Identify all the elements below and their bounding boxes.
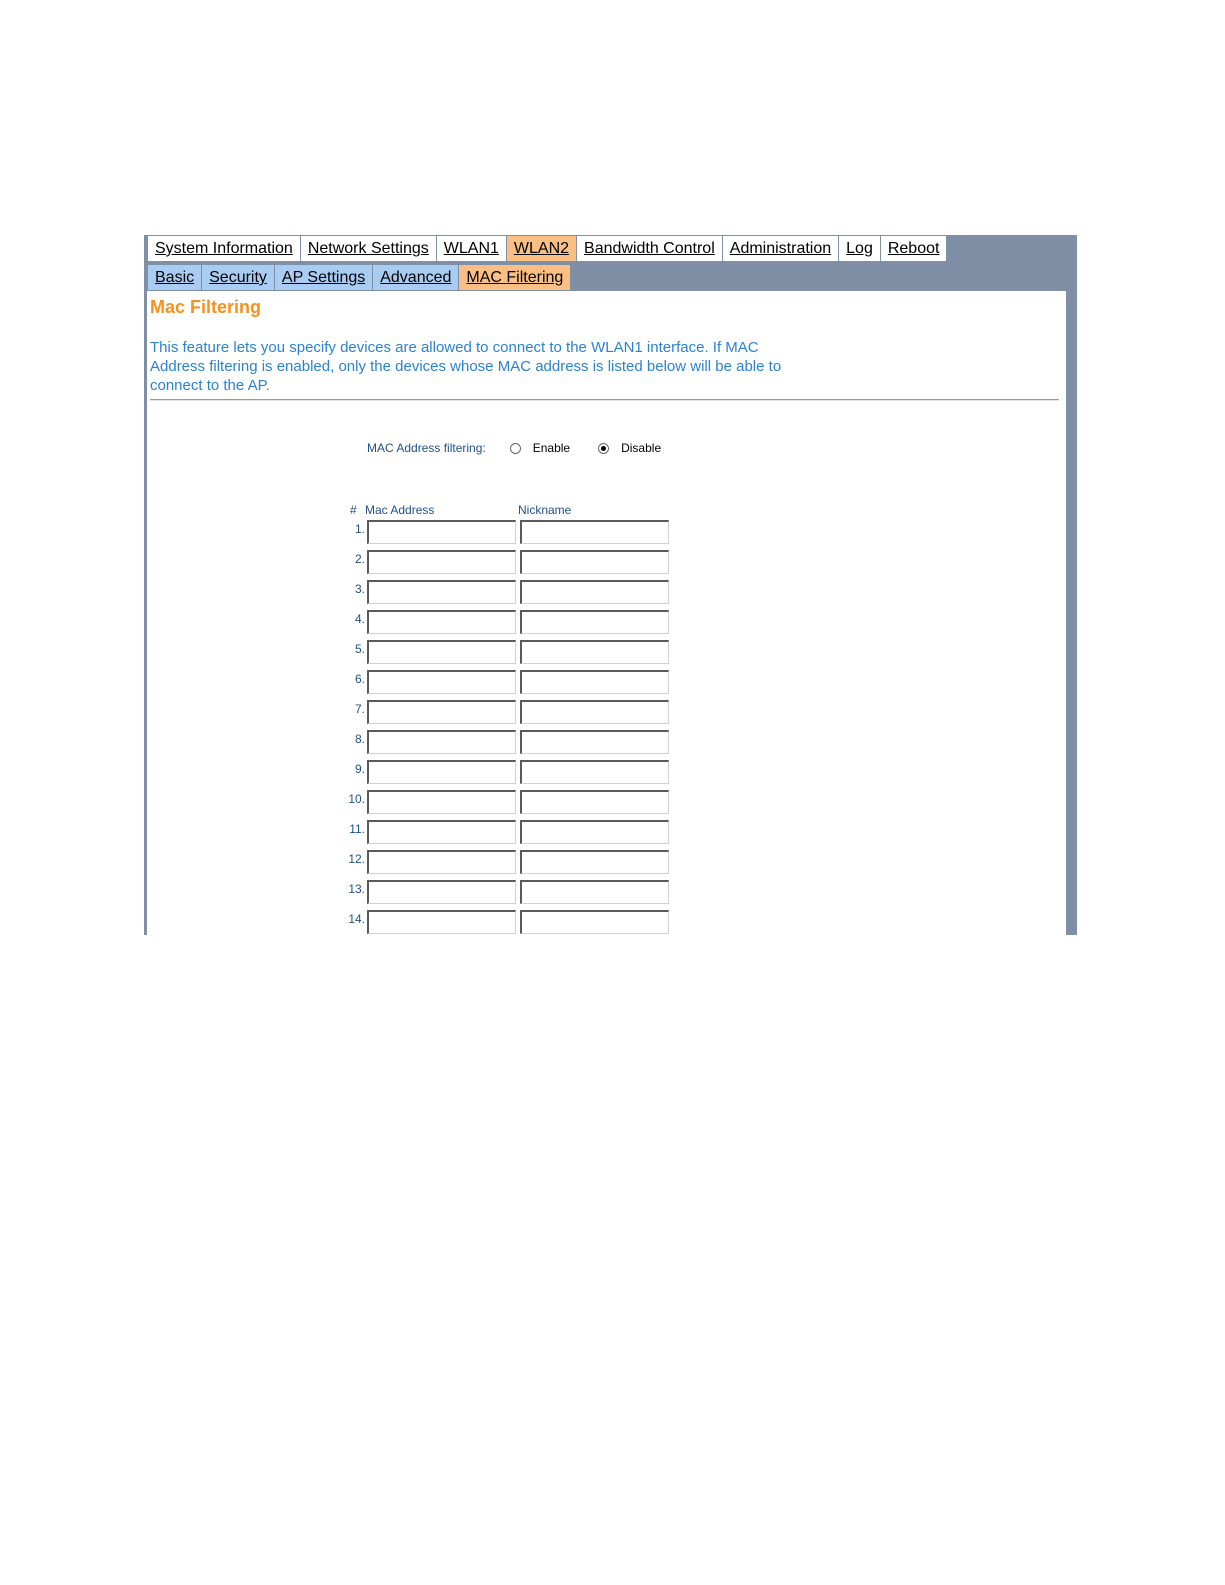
enable-option[interactable] [510,441,570,455]
mac-entry-row [341,790,681,820]
subtab-advanced[interactable]: Advanced [373,264,459,291]
tab-wlan2[interactable]: WLAN2 [507,235,577,262]
row-number: 12. [348,852,365,866]
nickname-input[interactable] [520,850,669,874]
row-number: 7. [354,702,365,716]
mac-entry-row [341,580,681,610]
header-nickname: Nickname [518,503,572,517]
divider [150,399,1059,401]
nickname-input[interactable] [520,820,669,844]
nickname-input[interactable] [520,880,669,904]
mac-address-input[interactable] [367,790,516,814]
mac-address-input[interactable] [367,520,516,544]
tab-administration[interactable]: Administration [723,235,839,262]
nickname-input[interactable] [520,760,669,784]
enable-label: Enable [532,441,571,455]
tab-system-information[interactable]: System Information [147,235,301,262]
row-number: 10. [348,792,365,806]
mac-address-input[interactable] [367,700,516,724]
sub-nav-tabs [147,264,571,291]
mac-address-input[interactable] [367,640,516,664]
page-title: Mac Filtering [150,297,262,317]
enable-radio[interactable] [510,443,521,454]
mac-filter-label: MAC Address filtering: [367,441,486,455]
nickname-input[interactable] [520,730,669,754]
header-mac-address: Mac Address [365,503,435,517]
mac-address-input[interactable] [367,670,516,694]
mac-address-input[interactable] [367,580,516,604]
tab-network-settings[interactable]: Network Settings [301,235,437,262]
mac-entry-row [341,730,681,760]
subtab-ap-settings[interactable]: AP Settings [275,264,373,291]
header-number: # [350,503,357,517]
nickname-input[interactable] [520,640,669,664]
mac-entry-row [341,640,681,670]
mac-address-input[interactable] [367,880,516,904]
row-number: 14. [348,912,365,926]
row-number: 6. [354,672,365,686]
router-admin-panel [144,235,1077,935]
mac-entry-row [341,910,681,935]
mac-address-input[interactable] [367,850,516,874]
nickname-input[interactable] [520,550,669,574]
mac-entry-row [341,760,681,790]
tab-wlan1[interactable]: WLAN1 [437,235,507,262]
mac-entry-row [341,550,681,580]
mac-filter-setting [367,441,689,455]
nickname-input[interactable] [520,700,669,724]
row-number: 13. [348,882,365,896]
subtab-mac-filtering[interactable]: MAC Filtering [459,264,571,291]
mac-entry-row [341,850,681,880]
row-number: 1. [354,522,365,536]
row-number: 8. [354,732,365,746]
mac-entry-row [341,610,681,640]
page-description: This feature lets you specify devices are allowed to connect to the WLAN1 interface. If MAC Address filtering is enabled, only the devices whose MAC address is listed below will be able to connect to the AP. [150,339,782,394]
mac-entry-row [341,880,681,910]
disable-label: Disable [621,441,662,455]
disable-radio[interactable] [598,443,609,454]
nickname-input[interactable] [520,910,669,934]
row-number: 4. [354,612,365,626]
mac-address-input[interactable] [367,730,516,754]
mac-entry-row [341,820,681,850]
tab-log[interactable]: Log [839,235,881,262]
disable-option[interactable] [598,441,661,455]
mac-entry-row [341,520,681,550]
tab-bandwidth-control[interactable]: Bandwidth Control [577,235,723,262]
mac-address-input[interactable] [367,550,516,574]
subtab-basic[interactable]: Basic [147,264,202,291]
main-nav-tabs [147,235,947,262]
nickname-input[interactable] [520,580,669,604]
tab-reboot[interactable]: Reboot [881,235,948,262]
nickname-input[interactable] [520,790,669,814]
nickname-input[interactable] [520,610,669,634]
nickname-input[interactable] [520,520,669,544]
mac-address-input[interactable] [367,820,516,844]
mac-address-input[interactable] [367,910,516,934]
subtab-security[interactable]: Security [202,264,275,291]
row-number: 9. [354,762,365,776]
mac-address-input[interactable] [367,610,516,634]
row-number: 3. [354,582,365,596]
mac-entry-row [341,670,681,700]
row-number: 11. [349,822,365,836]
row-number: 2. [354,552,365,566]
mac-address-input[interactable] [367,760,516,784]
content-panel [147,291,1066,935]
row-number: 5. [354,642,365,656]
mac-entry-row [341,700,681,730]
nickname-input[interactable] [520,670,669,694]
